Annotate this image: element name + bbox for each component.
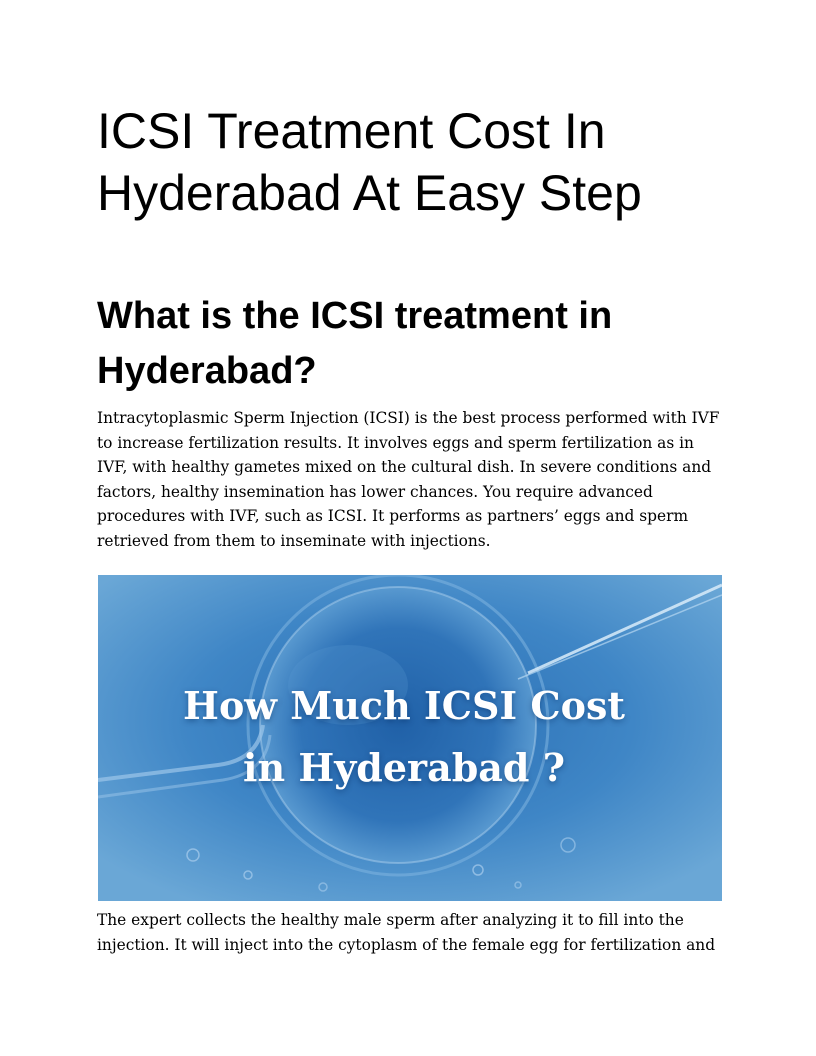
banner-title-line-1: How Much ICSI Cost (183, 683, 625, 728)
banner-image (98, 575, 722, 901)
banner-title-line-2: in Hyderabad ? (243, 745, 565, 790)
intro-paragraph: Intracytoplasmic Sperm Injection (ICSI) is the best process performed with IVF to increase fertilization results. It involves eggs and sperm fertilization as in IVF, with healthy gametes mixed on the cultural dish. In severe conditions and factors, healthy insemination has lower chances. You require advanced procedures with IVF, such as ICSI. It performs as partners’ eggs and sperm retrieved from them to inseminate with injections. (97, 409, 720, 550)
body-paragraph: The expert collects the healthy male sperm after analyzing it to fill into the injection. It will inject into the cytoplasm of the female egg for fertilization and (97, 911, 716, 954)
document-title: ICSI Treatment Cost In Hyderabad At Easy Step (97, 103, 642, 221)
egg-cell-illustration (98, 575, 722, 901)
section-heading: What is the ICSI treatment in Hyderabad? (97, 295, 613, 392)
